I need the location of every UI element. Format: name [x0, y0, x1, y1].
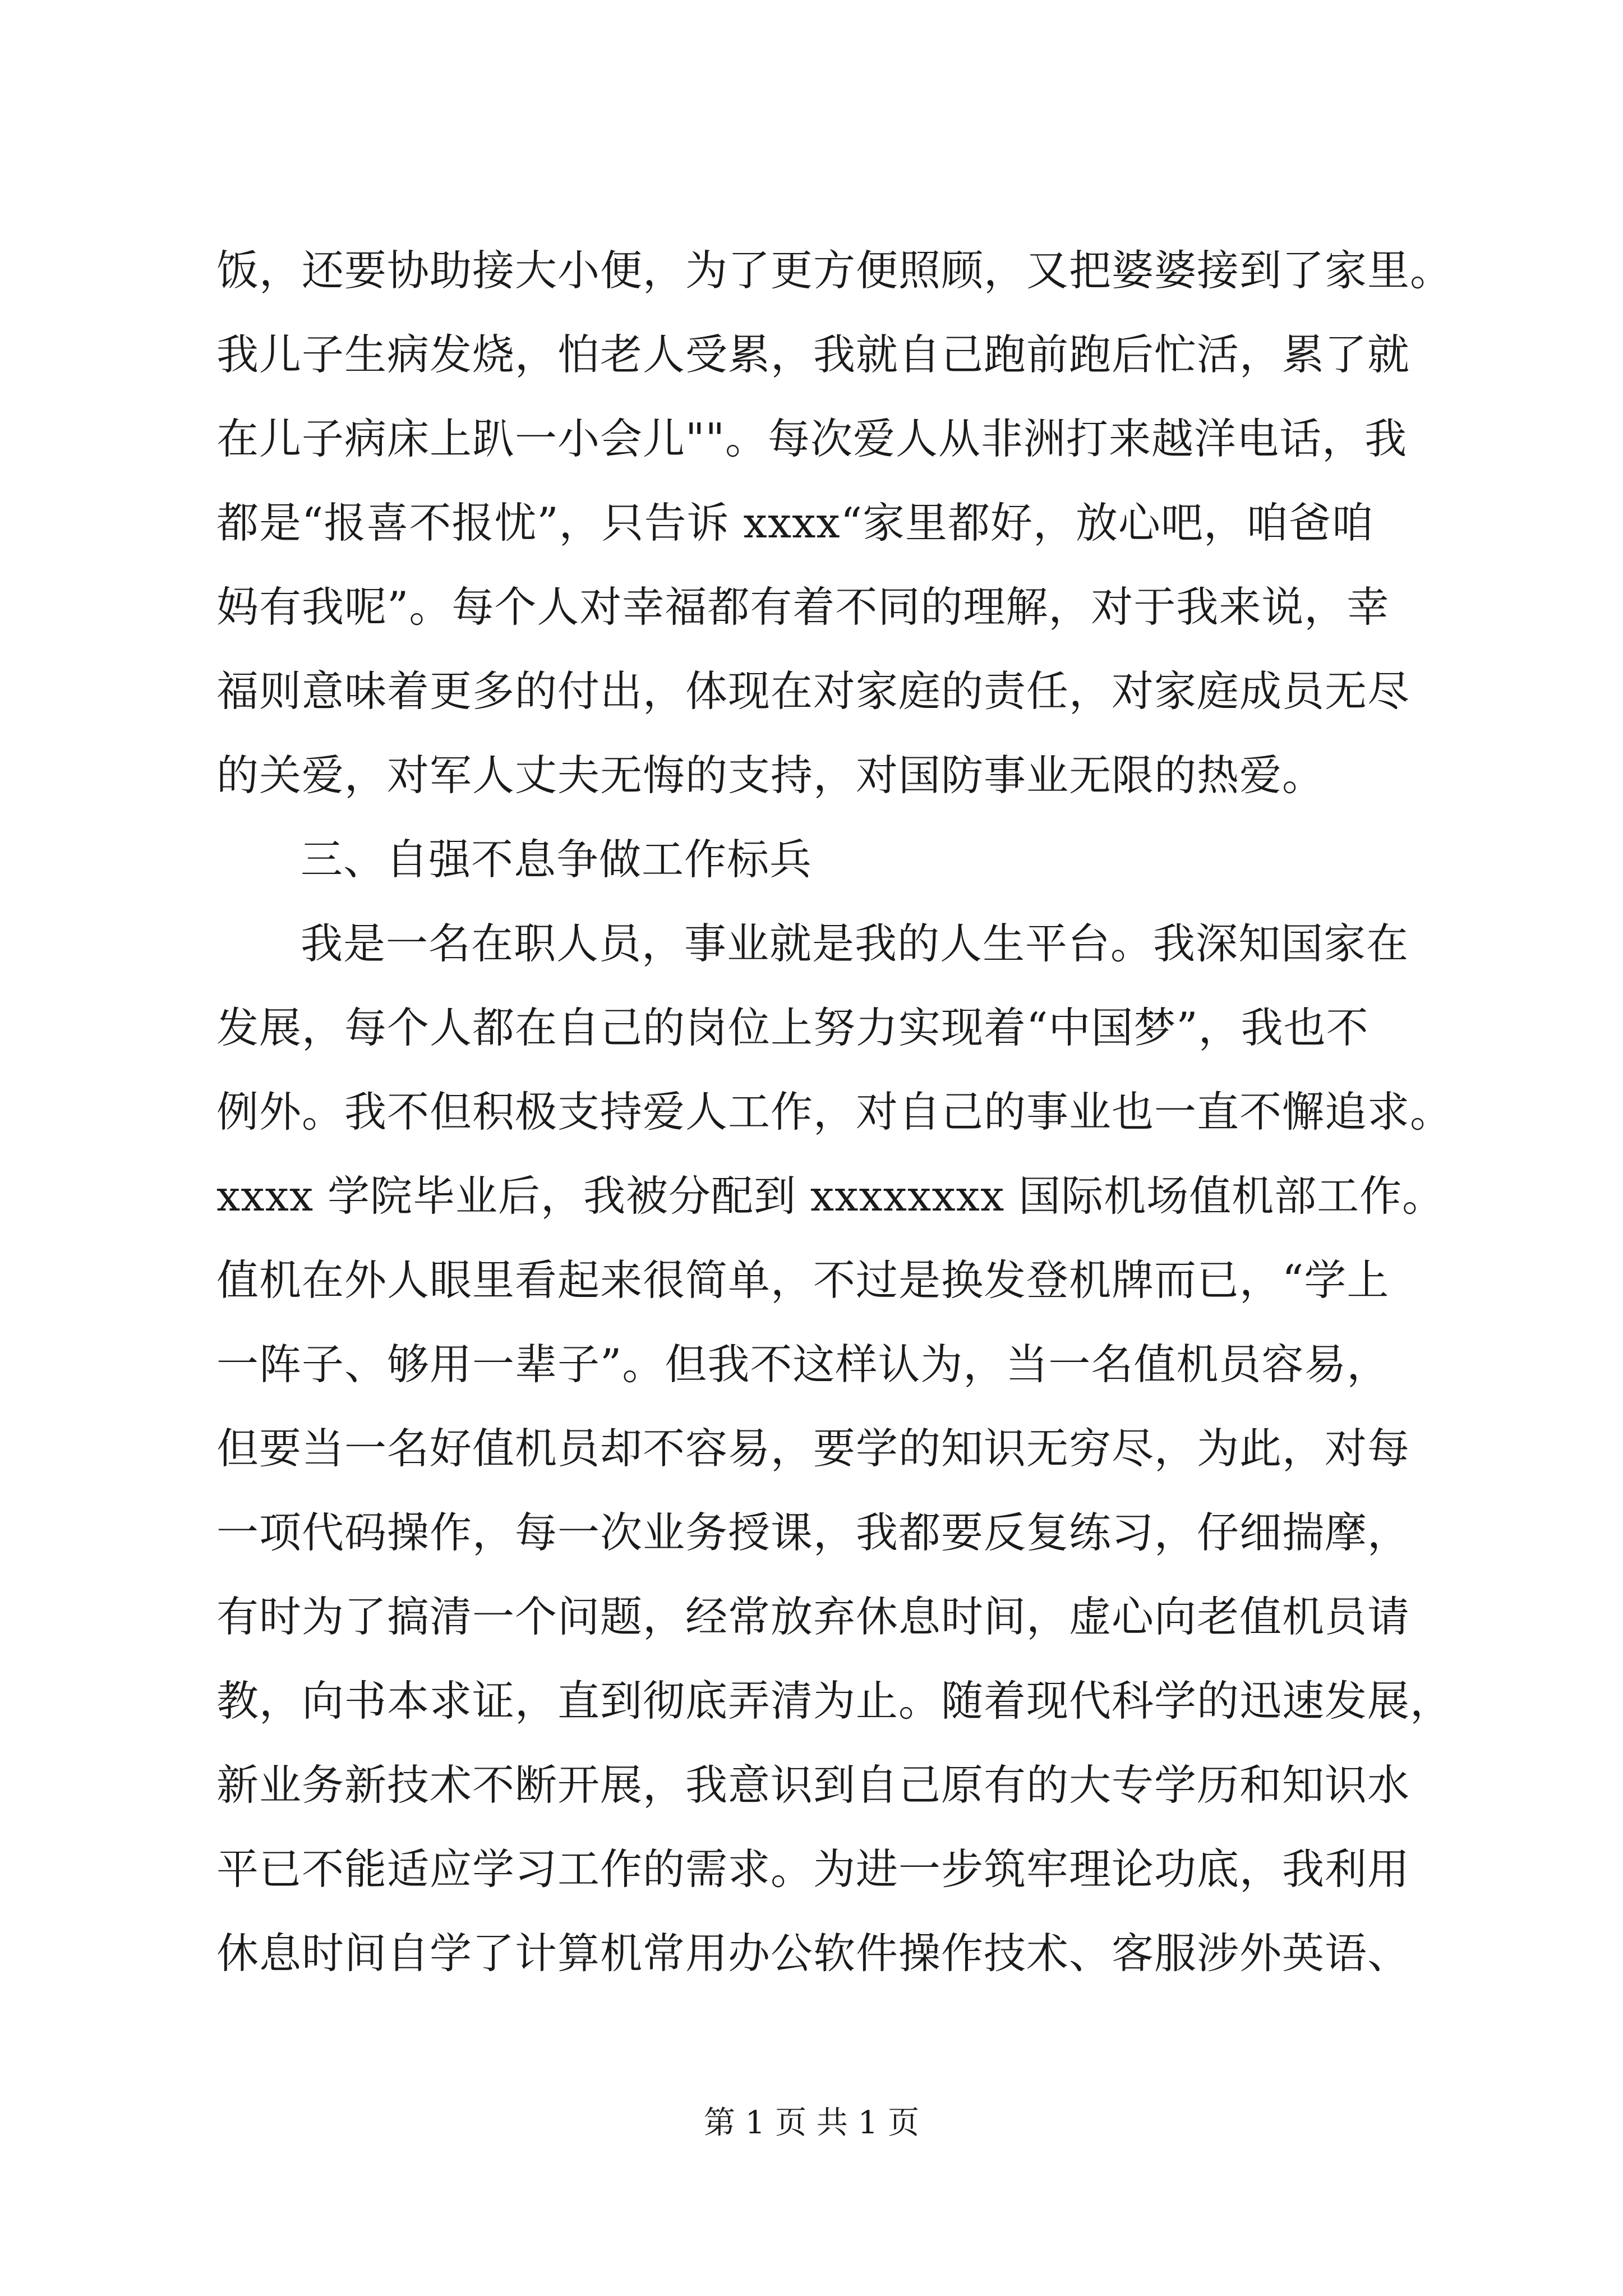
body-line: 饭，还要协助接大小便，为了更方便照顾，又把婆婆接到了家里。 — [216, 246, 1453, 295]
section-heading: 三、自强不息争做工作标兵 — [301, 835, 813, 884]
body-line: 发展，每个人都在自己的岗位上努力实现着“中国梦”，我也不 — [216, 1003, 1369, 1052]
body-line: 的关爱，对军人丈夫无悔的支持，对国防事业无限的热爱。 — [216, 751, 1325, 800]
body-line: 有时为了搞清一个问题，经常放弃休息时间，虚心向老值机员请 — [216, 1592, 1410, 1641]
body-line: 一阵子、够用一辈子”。但我不这样认为，当一名值机员容易， — [216, 1340, 1390, 1389]
body-line: 我是一名在职人员，事业就是我的人生平台。我深知国家在 — [301, 919, 1409, 968]
page-number-footer: 第 1 页 共 1 页 — [703, 2105, 920, 2141]
body-line: 值机在外人眼里看起来很简单，不过是换发登机牌而已，“学上 — [216, 1255, 1390, 1305]
body-line: xxxx 学院毕业后，我被分配到 xxxxxxxx 国际机场值机部工作。 — [216, 1171, 1445, 1221]
body-line: 休息时间自学了计算机常用办公软件操作技术、客服涉外英语、 — [216, 1929, 1410, 1978]
body-line: 教，向书本求证，直到彻底弄清为止。随着现代科学的迅速发展， — [216, 1676, 1453, 1726]
body-line: 但要当一名好值机员却不容易，要学的知识无穷尽，为此，对每 — [216, 1424, 1410, 1473]
body-line: 例外。我不但积极支持爱人工作，对自己的事业也一直不懈追求。 — [216, 1087, 1453, 1137]
body-line: 我儿子生病发烧，怕老人受累，我就自己跑前跑后忙活，累了就 — [216, 330, 1410, 379]
body-line: 都是“报喜不报忧”，只告诉 xxxx“家里都好，放心吧，咱爸咱 — [216, 498, 1375, 547]
body-line: 妈有我呢”。每个人对幸福都有着不同的理解，对于我来说，幸 — [216, 582, 1390, 632]
body-line: 平已不能适应学习工作的需求。为进一步筑牢理论功底，我利用 — [216, 1844, 1410, 1894]
body-line: 福则意味着更多的付出，体现在对家庭的责任，对家庭成员无尽 — [216, 666, 1410, 716]
body-line: 新业务新技术不断开展，我意识到自己原有的大专学历和知识水 — [216, 1760, 1410, 1810]
body-line: 在儿子病床上趴一小会儿""。每次爱人从非洲打来越洋电话，我 — [216, 414, 1407, 463]
body-line: 一项代码操作，每一次业务授课，我都要反复练习，仔细揣摩， — [216, 1508, 1410, 1557]
